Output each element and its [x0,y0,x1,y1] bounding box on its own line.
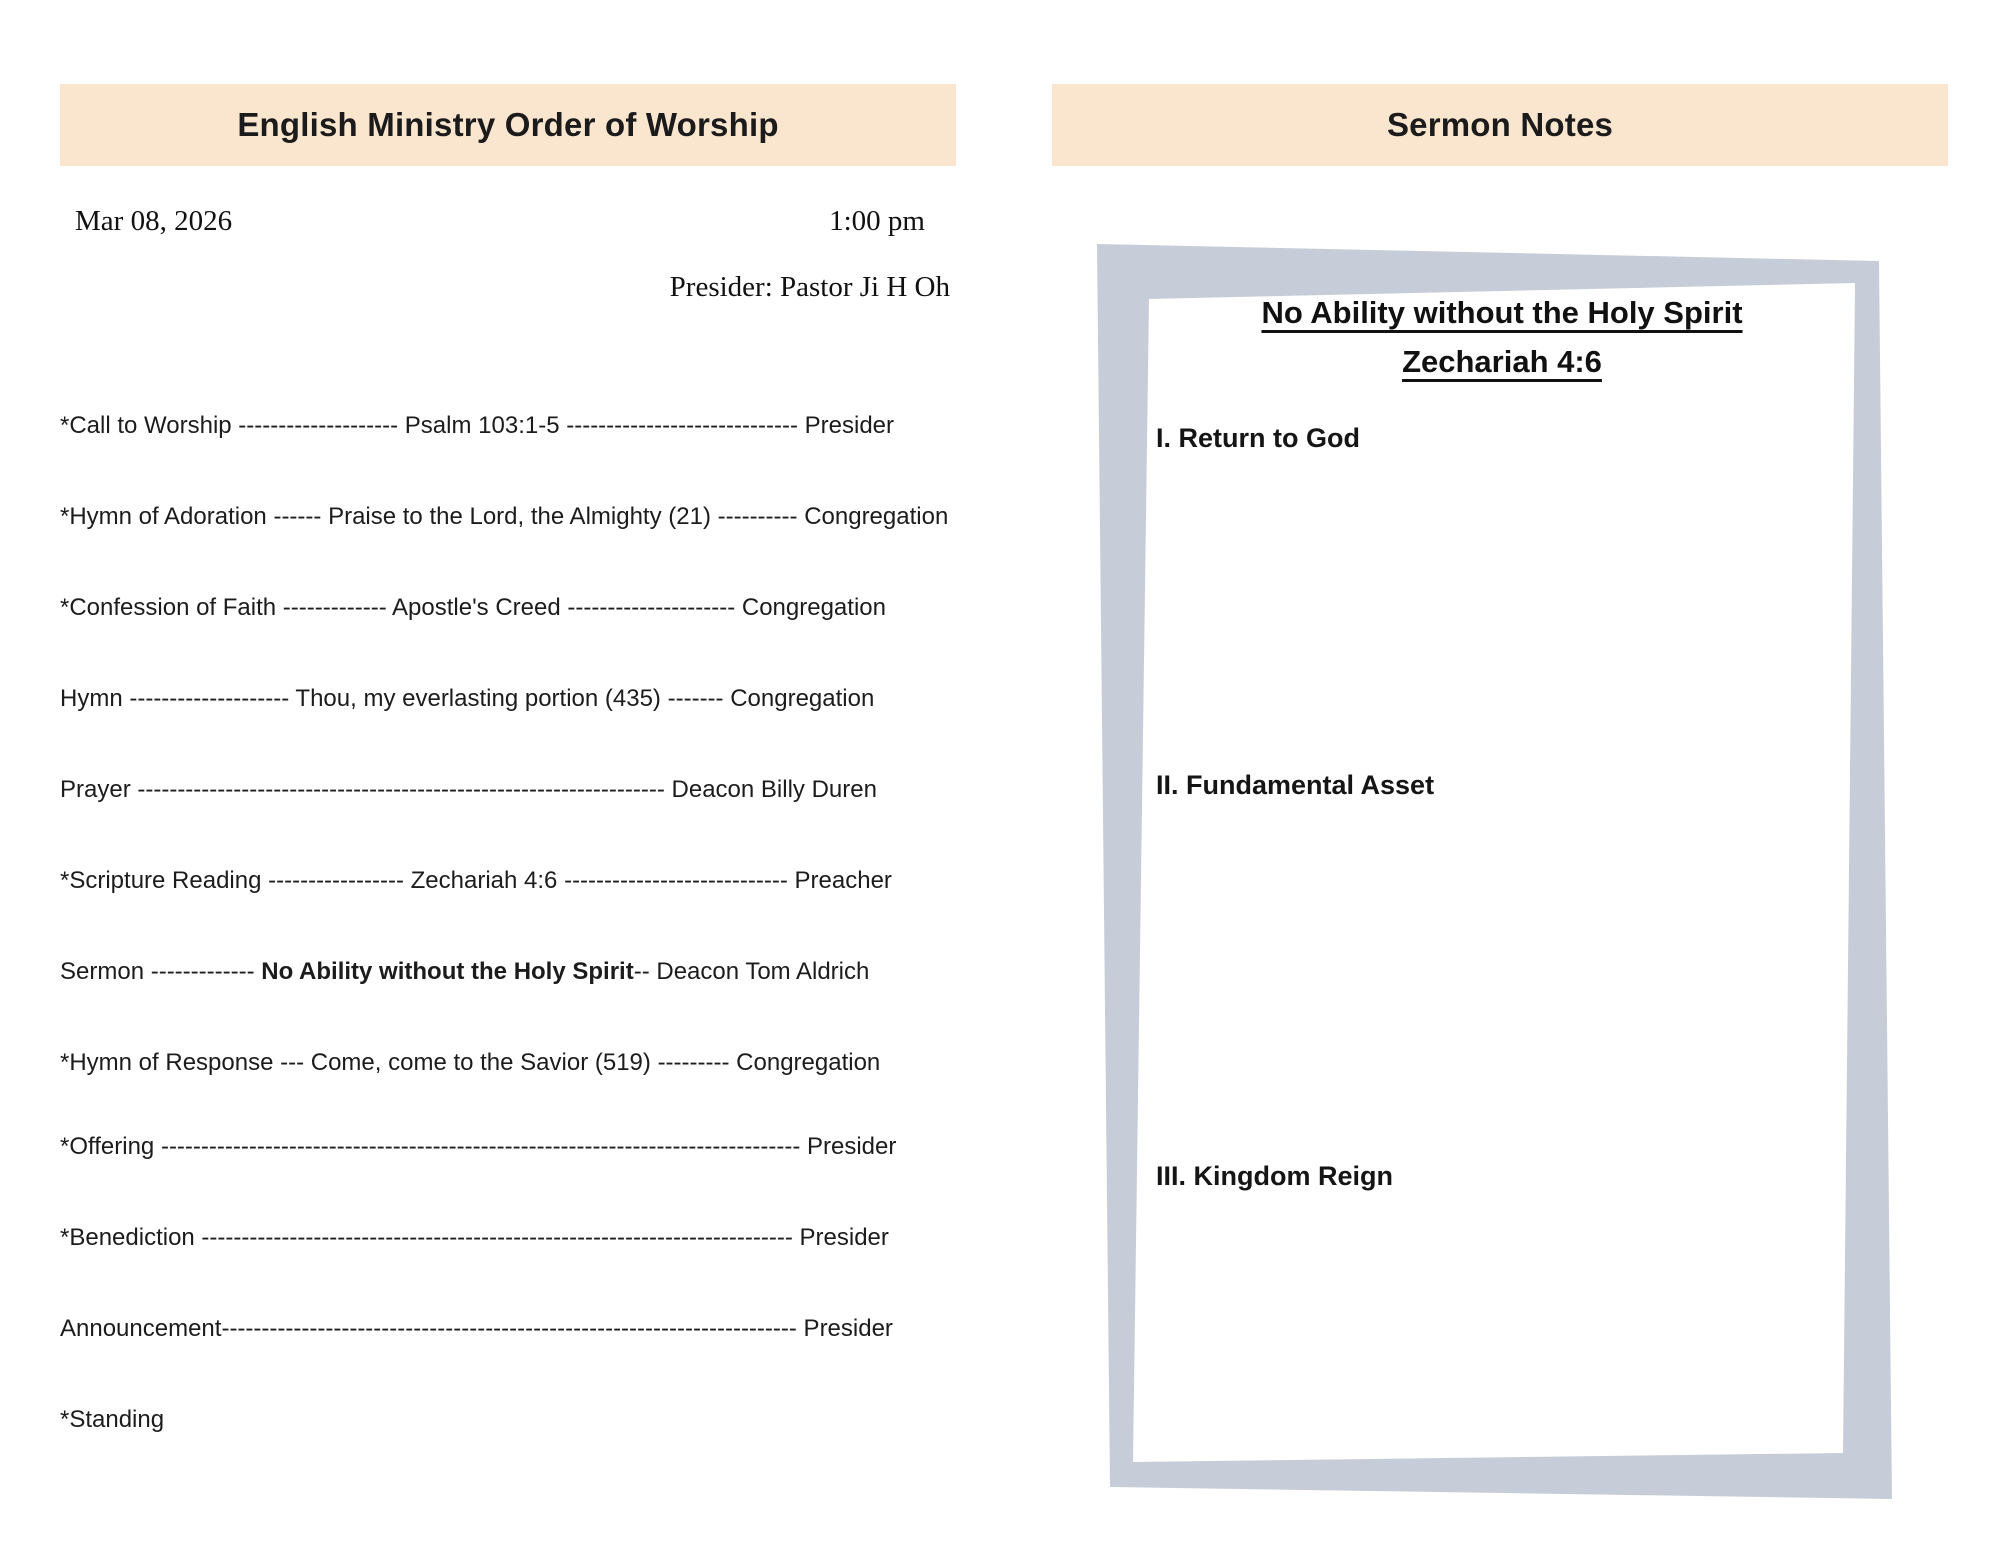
order-line-text: Prayer ------------------------------------------------------------------ Deacon Billy Duren [60,776,877,803]
presider-line: Presider: Pastor Ji H Oh [669,271,950,303]
service-time: 1:00 pm [829,205,925,237]
order-line-text: *Offering -------------------------------------------------------------------------------- Presider [60,1133,897,1160]
order-line-text: *Scripture Reading ----------------- Zechariah 4:6 ---------------------------- Preacher [60,867,892,894]
order-line-text: Sermon ------------- [60,958,262,985]
order-line-text: *Hymn of Adoration ------ Praise to the Lord, the Almighty (21) ---------- Congregation [60,503,949,530]
sermon-point-1: I. Return to God [1156,423,1360,453]
order-line-text: *Confession of Faith ------------- Apostle's Creed --------------------- Congregation [60,594,886,621]
order-line-text: *Benediction -------------------------------------------------------------------------- Presider [60,1224,889,1251]
order-line-text: *Hymn of Response --- Come, come to the Savior (519) --------- Congregation [60,1049,881,1076]
order-line-text: Hymn -------------------- Thou, my everlasting portion (435) ------- Congregation [60,685,875,712]
order-line-text: *Standing [60,1406,165,1433]
sermon-note-scripture: Zechariah 4:6 [1402,344,1602,379]
note-paper [1133,283,1855,1462]
sermon-notes-title: Sermon Notes [1386,106,1614,143]
order-line-text: Announcement------------------------------------------------------------------------ Presider [60,1315,893,1342]
sermon-point-3: III. Kingdom Reign [1156,1161,1393,1191]
sermon-title-inline: No Ability without the Holy Spirit [261,958,634,985]
sermon-note-title-block [1149,295,1855,380]
order-of-worship-title: English Ministry Order of Worship [237,106,779,143]
order-line-text: *Call to Worship -------------------- Psalm 103:1-5 ----------------------------- Presider [60,412,895,439]
sermon-point-2: II. Fundamental Asset [1156,770,1435,800]
service-date: Mar 08, 2026 [75,205,233,237]
order-line-text: -- Deacon Tom Aldrich [633,958,870,985]
sermon-note-title: No Ability without the Holy Spirit [1261,295,1743,330]
